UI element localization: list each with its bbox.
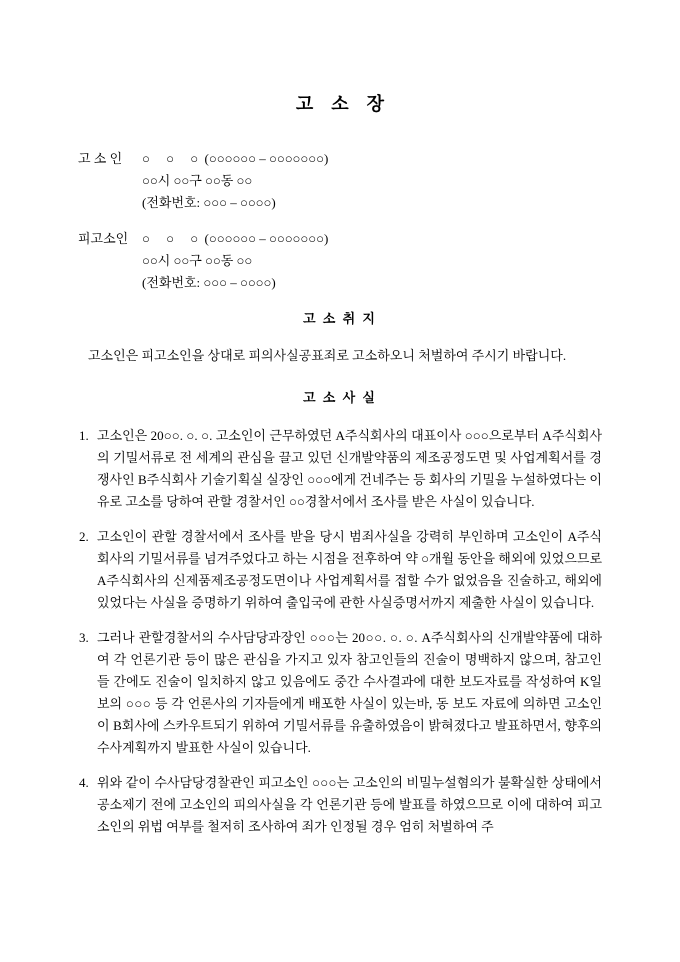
fact-item-2 [78, 526, 602, 614]
document-title: 고 소 장 [295, 94, 385, 114]
accused-details [142, 228, 602, 294]
fact-item-1-text: 고소인은 20○○. ○. ○. 고소인이 근무하였던 A주식회사의 대표이사 ○○○으로부터 A주식회사의 기밀서류로 전 세계의 관심을 끌고 있던 신개발약품의 제조공정도면 및 사업계획서를 경쟁사인 B주식회사 기술기획실 실장인 ○○○에게 건네주는 등 회사의 기밀을 누설하였다는 이유로 고소를 당하여 관할 경찰서인 ○○경찰서에서 조사를 받은 사실이 있습니다. [97, 428, 602, 509]
complainant-phone: (전화번호: ○○○ – ○○○○) [142, 195, 276, 210]
fact-item-2-number: 2. [79, 529, 89, 544]
complainant-role-label: 고 소 인 [78, 151, 123, 166]
fact-item-3-text: 그러나 관할경찰서의 수사담당과장인 ○○○는 20○○. ○. ○. A주식회사의 신개발약품에 대하여 각 언론기관 등이 많은 관심을 가지고 있자 참고인들의 진술이 명백하지 않으며, 참고인들 간에도 진술이 일치하지 않고 있음에도 중간 수사결과에 대한 보도자료를 작성하여 K일보의 ○○○ 등 각 언론사의 기자들에게 배포한 사실이 있는바, 동 보도 자료에 의하면 고소인이 B회사에 스카우트되기 위하여 기밀서류를 유출하였음이 밝혀졌다고 발표하면서, 향후의 수사계획까지 발표한 사실이 있습니다. [97, 630, 602, 755]
fact-item-4 [78, 772, 602, 838]
accused-name: ○ ○ ○ (○○○○○○ – ○○○○○○○) [142, 231, 329, 246]
accused-phone: (전화번호: ○○○ – ○○○○) [142, 275, 276, 290]
fact-item-3-number: 3. [79, 630, 89, 645]
facts-list [78, 425, 602, 838]
complainant-address: ○○시 ○○구 ○○동 ○○ [142, 173, 253, 188]
fact-item-4-number: 4. [79, 775, 89, 790]
facts-heading: 고 소 사 실 [303, 390, 377, 405]
fact-item-2-text: 고소인이 관할 경찰서에서 조사를 받을 당시 범죄사실을 강력히 부인하며 고소인이 A주식회사의 기밀서류를 넘겨주었다고 하는 시점을 전후하여 약 ○개월 동안을 해외에 있었으므로 A주식회사의 신제품제조공정도면이나 사업계획서를 접할 수가 없었음을 진술하고, 해외에 있었다는 사실을 증명하기 위하여 출입국에 관한 사실증명서까지 제출한 사실이 있습니다. [97, 529, 602, 610]
fact-item-4-text: 위와 같이 수사담당경찰관인 피고소인 ○○○는 고소인의 비밀누설혐의가 불확실한 상태에서 공소제기 전에 고소인의 피의사실을 각 언론기관 등에 발표를 하였으므로 이에 대하여 피고소인의 위법 여부를 철저히 조사하여 죄가 인정될 경우 엄히 처벌하여 주 [97, 775, 602, 834]
purpose-body: 고소인은 피고소인을 상대로 피의사실공표죄로 고소하오니 처벌하여 주시기 바랍니다. [88, 348, 567, 363]
complainant-block [78, 148, 602, 214]
fact-item-1-number: 1. [79, 428, 89, 443]
fact-item-1 [78, 425, 602, 513]
accused-role-label: 피고소인 [78, 231, 129, 246]
accused-block [78, 228, 602, 294]
purpose-heading: 고 소 취 지 [303, 311, 377, 326]
accused-address: ○○시 ○○구 ○○동 ○○ [142, 253, 253, 268]
complainant-details [142, 148, 602, 214]
complainant-name: ○ ○ ○ (○○○○○○ – ○○○○○○○) [142, 151, 329, 166]
fact-item-3 [78, 627, 602, 759]
